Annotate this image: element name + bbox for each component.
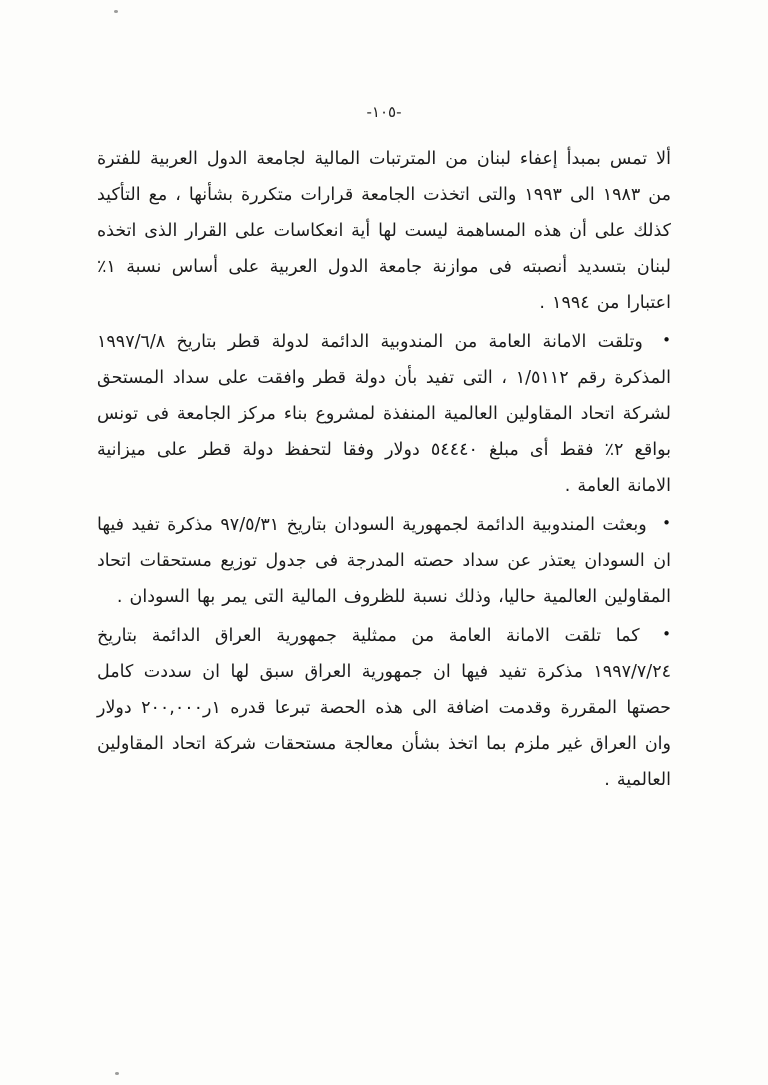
paragraph-text: وتلقت الامانة العامة من المندوبية الدائمة لدولة قطر بتاريخ ١٩٩٧/٦/٨ المذكرة رقم ١/٥١١٢ ، التى تفيد بأن دولة قطر وافقت على سداد المستحق لشركة اتحاد المقاولين العالمية المنفذة لمشروع بناء مركز الجامعة فى تونس بواقع ٢٪ فقط أى مبلغ ٥٤٤٤٠ دولار وفقا لتحفظ دولة قطر على ميزانية الامانة العامة .: [97, 332, 671, 496]
scan-artifact: [114, 10, 118, 13]
page-number: -١٠٥-: [366, 103, 402, 121]
paragraph-text: كما تلقت الامانة العامة من ممثلية جمهورية العراق الدائمة بتاريخ ١٩٩٧/٧/٢٤ مذكرة تفيد فيها ان جمهورية العراق سبق لها ان سددت كامل حصتها المقررة وقدمت اضافة الى هذه الحصة تبرعا قدره ١ر٢٠٠,٠٠٠ دولار وان العراق غير ملزم بما اتخذ بشأن معالجة مستحقات شركة اتحاد المقاولين العالمية .: [97, 626, 671, 790]
paragraph-qatar: [97, 324, 671, 504]
paragraph-iraq: [97, 618, 671, 798]
bullet-marker: •: [662, 331, 671, 349]
paragraph-text: وبعثت المندوبية الدائمة لجمهورية السودان بتاريخ ٩٧/٥/٣١ مذكرة تفيد فيها ان السودان يعتذر عن سداد حصته المدرجة فى جدول توزيع مستحقات اتحاد المقاولين العالمية حاليا، وذلك نسبة للظروف المالية التى يمر بها السودان .: [97, 515, 671, 607]
paragraph-text: ألا تمس بمبدأ إعفاء لبنان من المترتبات المالية لجامعة الدول العربية للفترة من ١٩٨٣ الى ١٩٩٣ والتى اتخذت الجامعة قرارات متكررة بشأنها ، مع التأكيد كذلك على أن هذه المساهمة ليست لها أية انعكاسات على القرار الذى اتخذه لبنان بتسديد أنصبته فى موازنة جامعة الدول العربية على أساس نسبة ١٪ اعتبارا من ١٩٩٤ .: [97, 149, 672, 313]
paragraph-intro: [97, 141, 671, 321]
document-body: [97, 141, 671, 801]
paragraph-sudan: [97, 507, 671, 615]
scan-artifact: [115, 1072, 119, 1075]
bullet-marker: •: [662, 514, 671, 532]
bullet-marker: •: [662, 625, 671, 643]
